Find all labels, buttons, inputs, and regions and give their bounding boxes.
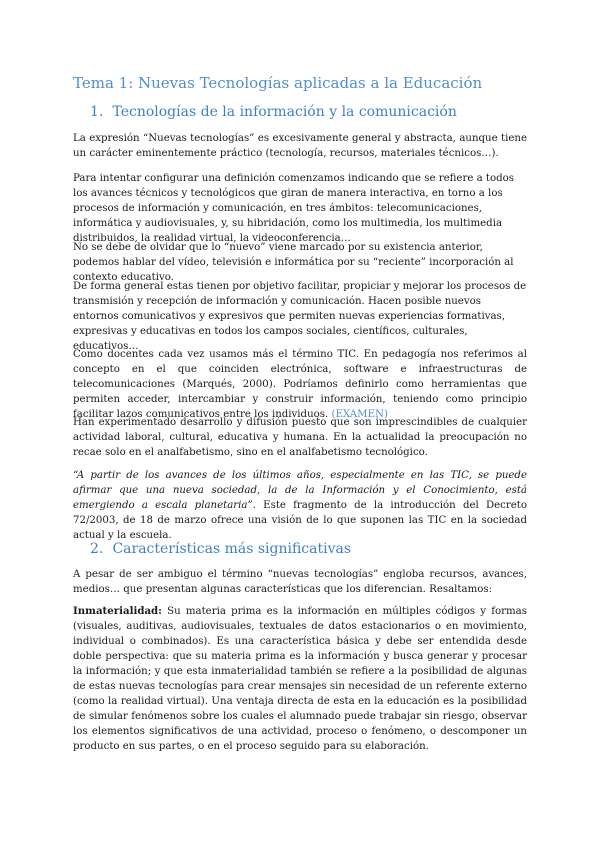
section-number: 2. [90, 541, 104, 557]
section-title: Tecnologías de la información y la comunicación [112, 104, 457, 120]
paragraph-9-text: Su materia prima es la información en múltiples códigos y formas (visuales, auditivas, audiovisuales, textuales de datos estacionarios o en movimiento, individual o combinados). Es una característica básica y debe ser entendida desde doble perspectiva: que su materia prima es la información y busca generar y procesar la información; y que esta inmaterialidad también se refiere a la posibilidad de algunas de estas nuevas tecnologías para crear mensajes sin necesidad de un referente externo (como la realidad virtual). Una ventaja directa de esta en la educación es la posibilidad de simular fenómenos sobre los cuales el alumnado puede trabajar sin riesgo, observar los elementos significativos de una actividad, proceso o fenómeno, o descomponer un producto en sus partes, o en el proceso seguido para su elaboración. [73, 606, 527, 752]
paragraph-7 [73, 468, 527, 543]
paragraph-6: Han experimentado desarrollo y difusión puesto que son imprescindibles de cualquier actividad laboral, cultural, educativa y humana. En la actualidad la preocupación no recae solo en el analfabetismo, sino en el analfabetismo tecnológico. [73, 417, 527, 458]
document-title: Tema 1: Nuevas Tecnologías aplicadas a la Educación [73, 74, 483, 92]
paragraph-5-text: Como docentes cada vez usamos más el término TIC. En pedagogía nos referimos al concepto en el que coinciden electrónica, software e infraestructuras de telecomunicaciones (Marqués, 2000). Podríamos definirlo como herramientas que permiten acceder, intercambiar y construir información, teniendo como principio facilitar lazos comunicativos entre los individuos. [73, 349, 527, 420]
section-number: 1. [90, 104, 104, 120]
paragraph-7-text: . Este fragmento de la introducción del Decreto 72/2003, de 18 de marzo ofrece una visión de lo que suponen las TIC en la sociedad actual y la escuela. [73, 500, 527, 541]
exam-tag: (EXAMEN) [331, 409, 388, 420]
paragraph-9 [73, 604, 527, 754]
paragraph-4: De forma general estas tienen por objetivo facilitar, propiciar y mejorar los procesos de transmisión y recepción de información y comunicación. Hacen posible nuevos entornos comunicativos y expresivos que permiten nuevas experiencias formativas, expresivas y educativas en todos los campos sociales, científicos, culturales, educativos… [73, 281, 527, 352]
decree-quote: “A partir de los avances de los últimos años, especialmente en las TIC, se puede afirmar que una nueva sociedad, la de la Información y el Conocimiento, está emergiendo a escala planetaria” [73, 470, 527, 511]
paragraph-8: A pesar de ser ambiguo el término “nuevas tecnologías” engloba recursos, avances, medios… que presentan algunas características que los diferencian. Resaltamos: [73, 569, 527, 595]
section-heading-2 [90, 541, 351, 557]
section-title: Características más significativas [112, 541, 352, 557]
section-heading-1 [90, 104, 457, 120]
paragraph-1: La expresión “Nuevas tecnologías” es excesivamente general y abstracta, aunque tiene un carácter eminentemente práctico (tecnología, recursos, materiales técnicos…). [73, 133, 527, 159]
term-inmaterialidad: Inmaterialidad: [73, 605, 162, 617]
paragraph-2: Para intentar configurar una definición comenzamos indicando que se refiere a todos los avances técnicos y tecnológicos que giran de manera interactiva, en torno a los procesos de información y comunicación, en tres ámbitos: telecomunicaciones, informática y audiovisuales, y, su hibridación, como los multimedia, los multimedia distribuidos, la realidad virtual, la videoconferencia… [73, 173, 515, 244]
paragraph-3: No se debe de olvidar que lo “nuevo” viene marcado por su existencia anterior, podemos hablar del vídeo, televisión e informática por su “reciente” incorporación al contexto educativo. [73, 242, 514, 283]
paragraph-5 [73, 347, 527, 422]
